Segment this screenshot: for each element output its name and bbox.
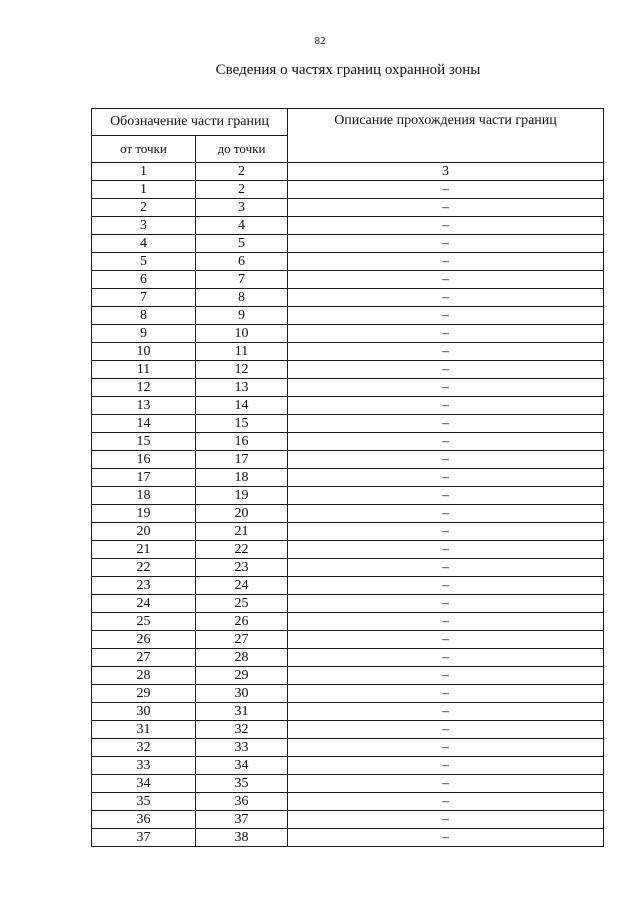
table-body xyxy=(92,163,604,847)
table-row xyxy=(92,271,604,289)
to-point-cell: 2 xyxy=(196,181,288,199)
table-row xyxy=(92,505,604,523)
to-point-cell: 33 xyxy=(196,739,288,757)
to-point-cell: 28 xyxy=(196,649,288,667)
description-cell: – xyxy=(288,181,604,199)
to-point-cell: 34 xyxy=(196,757,288,775)
to-point-header: до точки xyxy=(196,136,288,163)
from-point-cell: 20 xyxy=(92,523,196,541)
description-cell: – xyxy=(288,217,604,235)
to-point-cell: 17 xyxy=(196,451,288,469)
from-point-cell: 29 xyxy=(92,685,196,703)
table-row xyxy=(92,343,604,361)
description-cell: – xyxy=(288,541,604,559)
boundary-parts-table xyxy=(91,108,604,847)
to-point-cell: 13 xyxy=(196,379,288,397)
table-row xyxy=(92,811,604,829)
table-row xyxy=(92,469,604,487)
from-point-cell: 1 xyxy=(92,181,196,199)
to-point-cell: 30 xyxy=(196,685,288,703)
to-point-cell: 25 xyxy=(196,595,288,613)
to-point-cell: 20 xyxy=(196,505,288,523)
description-cell: – xyxy=(288,649,604,667)
description-cell: – xyxy=(288,379,604,397)
table-row xyxy=(92,451,604,469)
table-row xyxy=(92,613,604,631)
table-row xyxy=(92,595,604,613)
from-point-cell: 7 xyxy=(92,289,196,307)
description-cell: – xyxy=(288,199,604,217)
from-point-cell: 8 xyxy=(92,307,196,325)
table-row xyxy=(92,757,604,775)
description-cell: – xyxy=(288,451,604,469)
description-cell: – xyxy=(288,505,604,523)
description-cell: – xyxy=(288,739,604,757)
description-cell: – xyxy=(288,415,604,433)
description-cell: – xyxy=(288,469,604,487)
description-cell: – xyxy=(288,595,604,613)
from-point-cell: 17 xyxy=(92,469,196,487)
to-point-cell: 14 xyxy=(196,397,288,415)
to-point-cell: 18 xyxy=(196,469,288,487)
table-row xyxy=(92,541,604,559)
table-row xyxy=(92,775,604,793)
from-point-cell: 32 xyxy=(92,739,196,757)
description-cell: – xyxy=(288,397,604,415)
table-row xyxy=(92,379,604,397)
to-point-cell: 9 xyxy=(196,307,288,325)
from-point-cell: 23 xyxy=(92,577,196,595)
description-header: Описание прохождения части границ xyxy=(288,109,604,163)
page-title: Сведения о частях границ охранной зоны xyxy=(215,62,481,78)
description-cell: – xyxy=(288,523,604,541)
to-point-cell: 36 xyxy=(196,793,288,811)
description-cell: – xyxy=(288,703,604,721)
description-cell: – xyxy=(288,271,604,289)
description-cell: – xyxy=(288,757,604,775)
table-row xyxy=(92,307,604,325)
description-cell: – xyxy=(288,811,604,829)
to-point-cell: 31 xyxy=(196,703,288,721)
from-point-cell: 33 xyxy=(92,757,196,775)
header-row-top xyxy=(92,109,604,136)
from-point-cell: 10 xyxy=(92,343,196,361)
from-point-cell: 31 xyxy=(92,721,196,739)
to-point-cell: 5 xyxy=(196,235,288,253)
table-row xyxy=(92,163,604,181)
table-row xyxy=(92,235,604,253)
from-point-cell: 25 xyxy=(92,613,196,631)
from-point-cell: 30 xyxy=(92,703,196,721)
from-point-cell: 14 xyxy=(92,415,196,433)
table-row xyxy=(92,577,604,595)
description-cell: – xyxy=(288,685,604,703)
to-point-cell: 15 xyxy=(196,415,288,433)
to-point-cell: 12 xyxy=(196,361,288,379)
from-point-cell: 19 xyxy=(92,505,196,523)
table-row xyxy=(92,487,604,505)
from-point-cell: 1 xyxy=(92,163,196,181)
to-point-cell: 8 xyxy=(196,289,288,307)
description-cell: – xyxy=(288,361,604,379)
to-point-cell: 21 xyxy=(196,523,288,541)
table-row xyxy=(92,829,604,847)
description-cell: – xyxy=(288,253,604,271)
from-point-cell: 15 xyxy=(92,433,196,451)
description-cell: – xyxy=(288,721,604,739)
from-point-cell: 18 xyxy=(92,487,196,505)
from-point-cell: 22 xyxy=(92,559,196,577)
table-row xyxy=(92,181,604,199)
table-row xyxy=(92,739,604,757)
from-point-cell: 24 xyxy=(92,595,196,613)
table-row xyxy=(92,559,604,577)
table-row xyxy=(92,631,604,649)
to-point-cell: 29 xyxy=(196,667,288,685)
from-point-cell: 11 xyxy=(92,361,196,379)
description-cell: – xyxy=(288,307,604,325)
table-row xyxy=(92,253,604,271)
to-point-cell: 4 xyxy=(196,217,288,235)
from-point-cell: 2 xyxy=(92,199,196,217)
from-point-cell: 28 xyxy=(92,667,196,685)
table-row xyxy=(92,415,604,433)
table-row xyxy=(92,667,604,685)
table-row xyxy=(92,433,604,451)
from-point-cell: 35 xyxy=(92,793,196,811)
description-cell: – xyxy=(288,667,604,685)
description-cell: – xyxy=(288,559,604,577)
from-point-cell: 36 xyxy=(92,811,196,829)
from-point-cell: 13 xyxy=(92,397,196,415)
to-point-cell: 27 xyxy=(196,631,288,649)
to-point-cell: 11 xyxy=(196,343,288,361)
description-cell: – xyxy=(288,577,604,595)
to-point-cell: 6 xyxy=(196,253,288,271)
to-point-cell: 38 xyxy=(196,829,288,847)
description-cell: – xyxy=(288,793,604,811)
table-row xyxy=(92,199,604,217)
table-row xyxy=(92,649,604,667)
from-point-cell: 4 xyxy=(92,235,196,253)
to-point-cell: 2 xyxy=(196,163,288,181)
description-cell: – xyxy=(288,631,604,649)
from-point-cell: 27 xyxy=(92,649,196,667)
description-cell: – xyxy=(288,829,604,847)
to-point-cell: 7 xyxy=(196,271,288,289)
from-point-cell: 37 xyxy=(92,829,196,847)
description-cell: – xyxy=(288,325,604,343)
table-row xyxy=(92,289,604,307)
page-number: 82 xyxy=(314,35,326,47)
table-row xyxy=(92,721,604,739)
description-cell: – xyxy=(288,613,604,631)
to-point-cell: 24 xyxy=(196,577,288,595)
description-cell: – xyxy=(288,235,604,253)
to-point-cell: 23 xyxy=(196,559,288,577)
table-row xyxy=(92,793,604,811)
table-row xyxy=(92,685,604,703)
from-point-cell: 21 xyxy=(92,541,196,559)
designation-group-header: Обозначение части границ xyxy=(92,109,288,136)
from-point-cell: 3 xyxy=(92,217,196,235)
description-cell: – xyxy=(288,775,604,793)
table-row xyxy=(92,361,604,379)
to-point-cell: 19 xyxy=(196,487,288,505)
description-cell: – xyxy=(288,343,604,361)
table-header xyxy=(92,109,604,163)
from-point-header: от точки xyxy=(92,136,196,163)
table-row xyxy=(92,397,604,415)
table-row xyxy=(92,523,604,541)
from-point-cell: 16 xyxy=(92,451,196,469)
description-cell: 3 xyxy=(288,163,604,181)
table-row xyxy=(92,703,604,721)
table-row xyxy=(92,325,604,343)
from-point-cell: 26 xyxy=(92,631,196,649)
from-point-cell: 12 xyxy=(92,379,196,397)
from-point-cell: 6 xyxy=(92,271,196,289)
to-point-cell: 22 xyxy=(196,541,288,559)
to-point-cell: 37 xyxy=(196,811,288,829)
table-row xyxy=(92,217,604,235)
from-point-cell: 9 xyxy=(92,325,196,343)
from-point-cell: 5 xyxy=(92,253,196,271)
description-cell: – xyxy=(288,289,604,307)
to-point-cell: 10 xyxy=(196,325,288,343)
to-point-cell: 26 xyxy=(196,613,288,631)
to-point-cell: 35 xyxy=(196,775,288,793)
to-point-cell: 3 xyxy=(196,199,288,217)
to-point-cell: 16 xyxy=(196,433,288,451)
to-point-cell: 32 xyxy=(196,721,288,739)
description-cell: – xyxy=(288,433,604,451)
description-cell: – xyxy=(288,487,604,505)
from-point-cell: 34 xyxy=(92,775,196,793)
